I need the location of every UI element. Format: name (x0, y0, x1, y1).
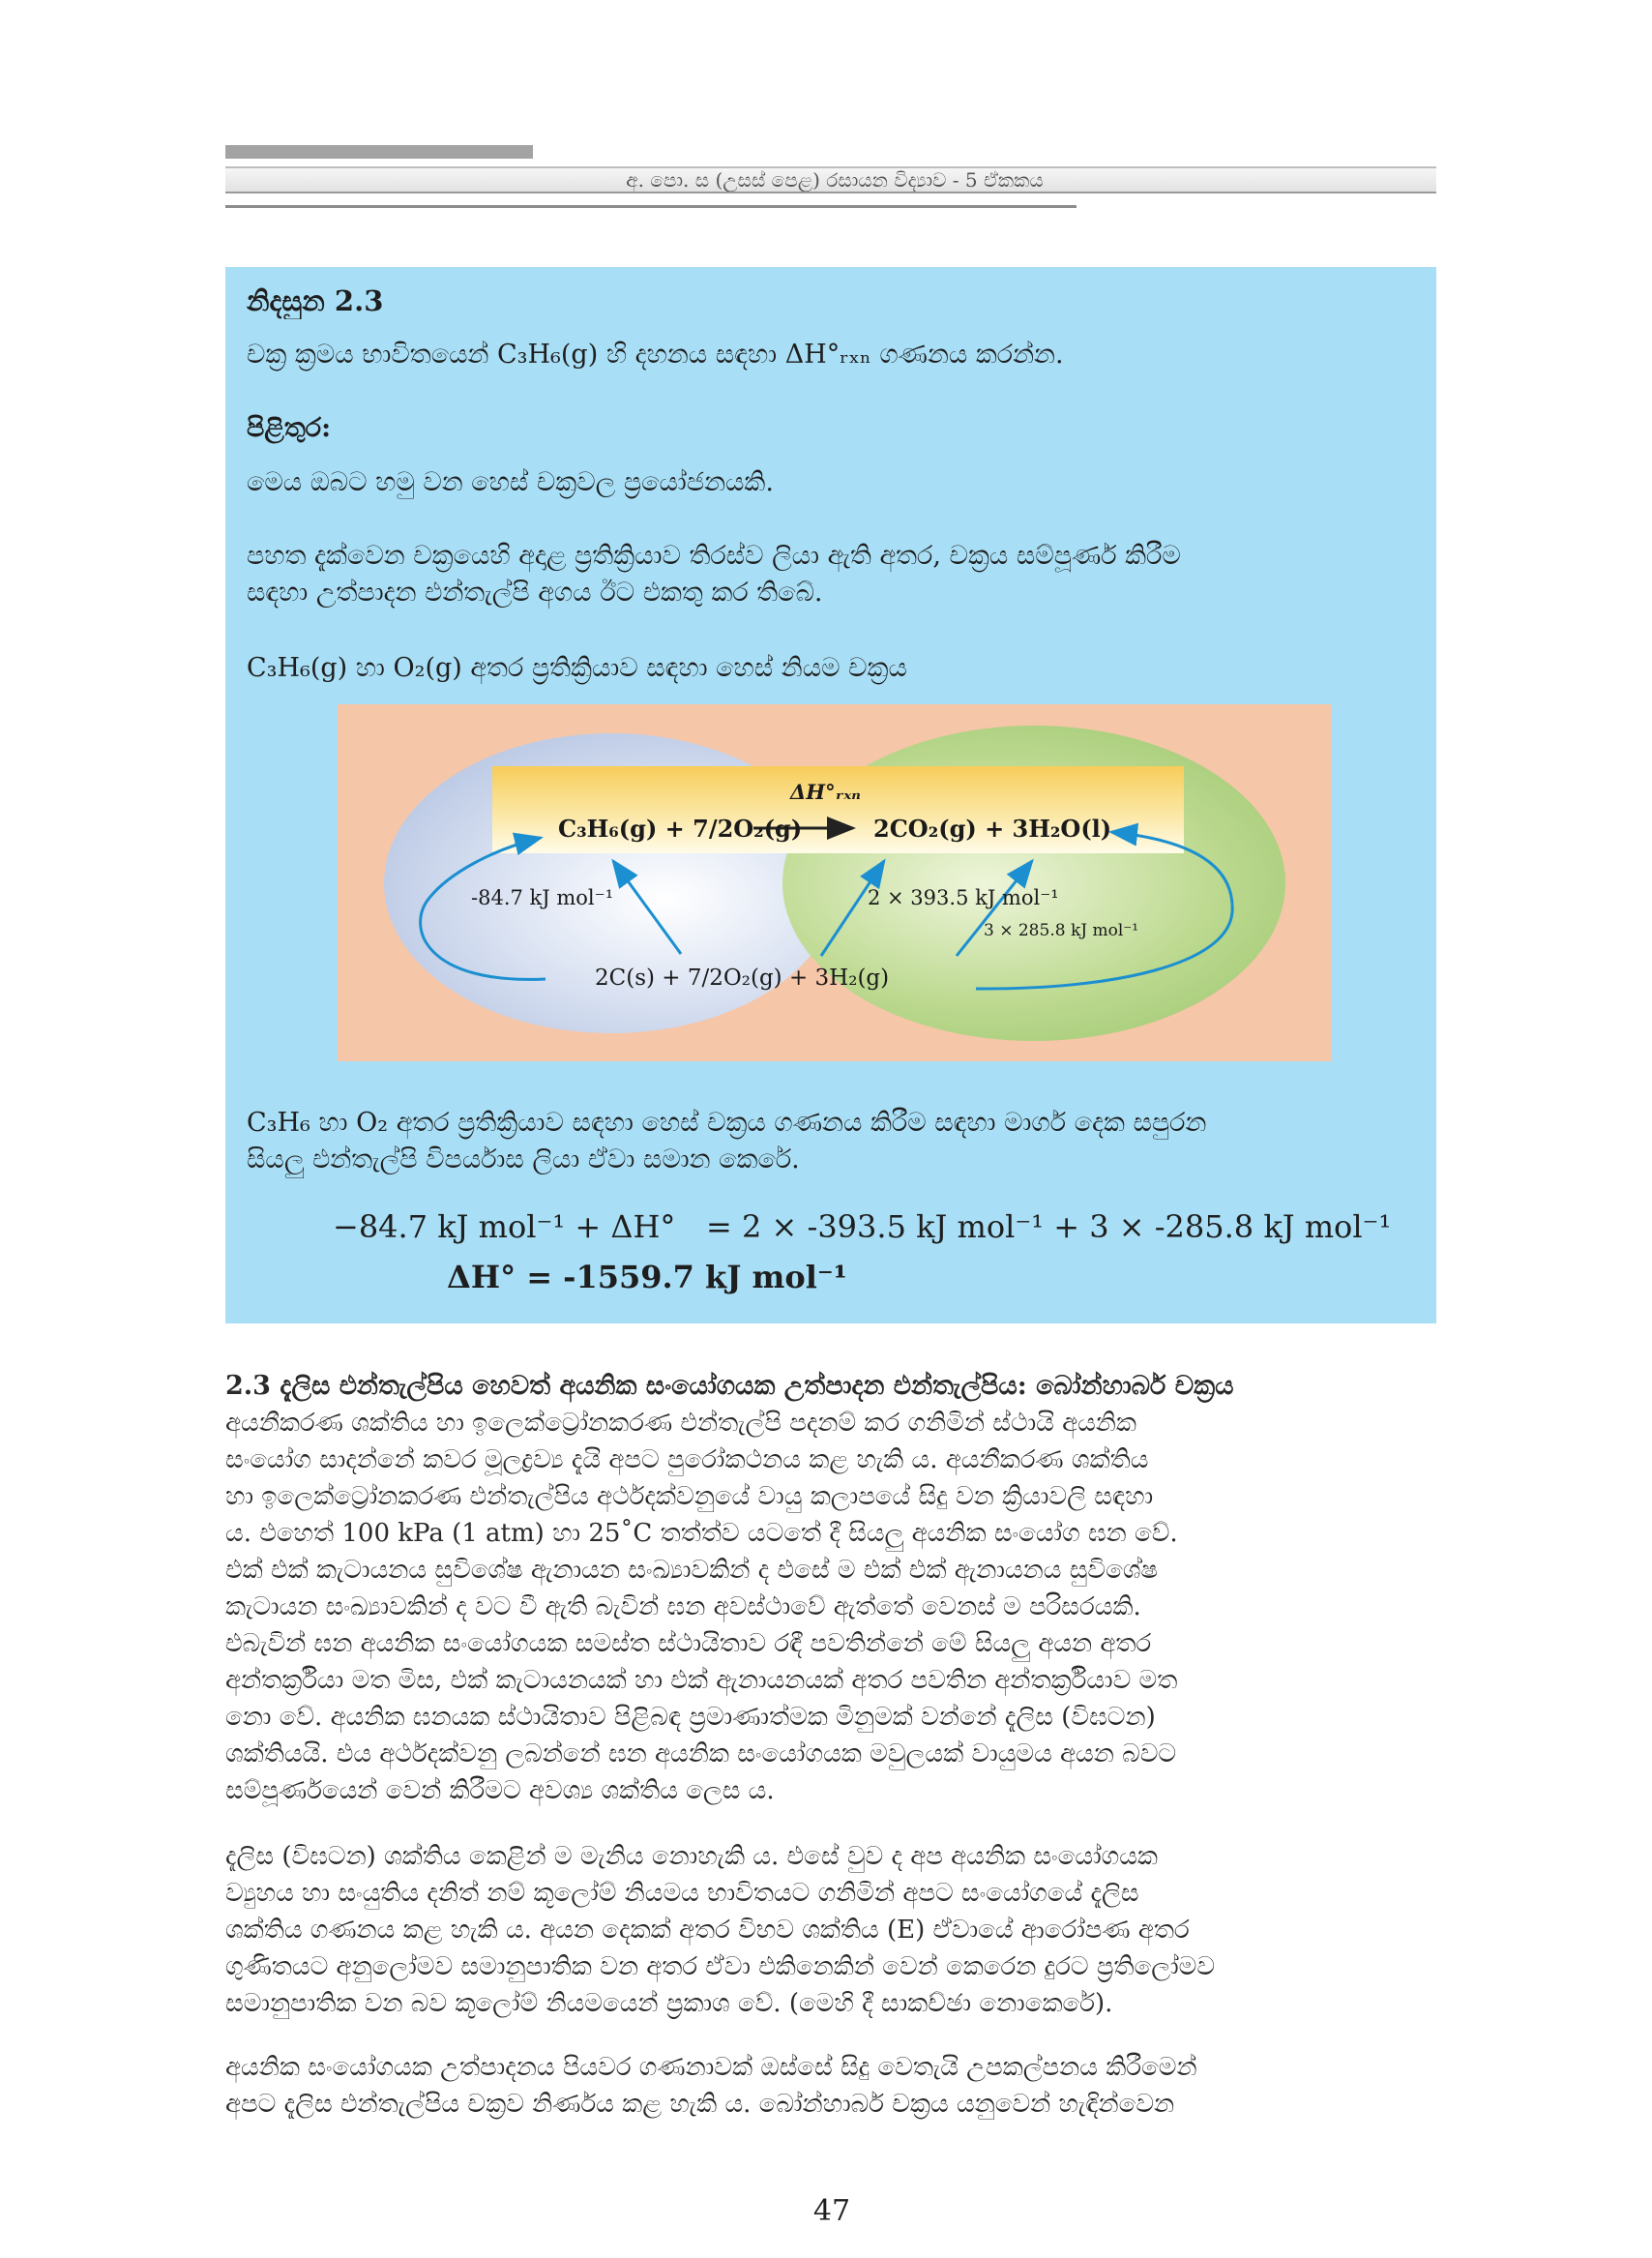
equation-1-right: = 2 × -393.5 kJ mol⁻¹ + 3 × -285.8 kJ mol⁻¹ (706, 1208, 1392, 1245)
header-underline (225, 205, 1077, 208)
paragraph-1-line: කැටායන සංඛ්‍යාවකින් ද වට වී ඇති බැවින් ඝන අවස්ථාවේ ඇත්තේ වෙනස් ම පරිසරයකි. (225, 1592, 1141, 1621)
answer-paragraph-1: මෙය ඔබට හමු වන හෙස් චක්‍රවල ප්‍රයෝජනයකි. (247, 467, 774, 497)
header-grey-bar (225, 145, 533, 159)
formation-arrow-left (613, 861, 681, 954)
paragraph-3-line: අයනික සංයෝගයක උත්පාදනය පියවර ගණනාවක් ඔස්සේ සිදු වෙතැයි උපකල්පනය කිරීමෙන් (225, 2053, 1197, 2082)
paragraph-2-line: ගුණිතයට අනුලෝමව සමානුපාතික වන අතර ඒවා එකිනෙකින් වෙන් කෙරෙන දුරට ප්‍රතිලෝමව (225, 1952, 1216, 1981)
paragraph-1-line: සංයෝග සාදන්නේ කවර මූලද්‍රව්‍ය දැයි අපට පුරෝකථනය කළ හැකි ය. අයනීකරණ ශක්තිය (225, 1445, 1149, 1474)
cycle-arrows (338, 704, 1331, 1061)
answer-label: පිළිතුර: (247, 413, 332, 443)
paragraph-1-line: නො වේ. අයනික ඝනයක ස්ථායිතාව පිළිබඳ ප්‍රමාණාත්මක මිනුමක් වන්නේ දැලිස (විඝටන) (225, 1703, 1156, 1732)
paragraph-2-line: ශක්තිය ගණනය කළ හැකි ය. අයන දෙකක් අතර විභව ශක්තිය (E) ඒවායේ ආරෝපණ අතර (225, 1916, 1190, 1945)
paragraph-2-line: ව්‍යුහය හා සංයුතිය දනිත් නම් කූලෝම් නියමය භාවිතයට ගනිමින් අපට සංයෝගයේ දැලිස (225, 1879, 1139, 1908)
h2o-enthalpy-value: 3 × 285.8 kJ mol⁻¹ (984, 921, 1139, 940)
elements-label: 2C(s) + 7/2O₂(g) + 3H₂(g) (595, 966, 890, 991)
paragraph-1-line: සම්පූර්ණයෙන් වෙන් කිරීමට අවශ්‍ය ශක්තිය ලෙස ය. (225, 1776, 775, 1805)
equation-2-result: ΔH° = -1559.7 kJ mol⁻¹ (447, 1259, 847, 1295)
paragraph-1-line: අයනීකරණ ශක්තිය හා ඉලෙක්ට්‍රෝනකරණ එන්තැල්පි පදනම් කර ගනිමින් ස්ථායි අයනික (225, 1409, 1137, 1438)
answer-paragraph-2-line-2: සඳහා උත්පාදන එන්තැල්පි අගය ඊට එකතු කර තිබේ. (247, 578, 823, 608)
equation-1-left: −84.7 kJ mol⁻¹ + ΔH° (333, 1208, 676, 1245)
running-title: අ. පො. ස (උසස් පෙළ) රසායන විද්‍යාව - 5 ඒකකය (626, 168, 1044, 192)
paragraph-1-line: හා ඉලෙක්ට්‍රෝනකරණ එන්තැල්පිය අර්ථදක්වනුයේ වායු කලාපයේ සිදු වන ක්‍රියාවලි සඳහා (225, 1482, 1154, 1511)
cycle-caption: C₃H₆(g) හා O₂(g) අතර ප්‍රතික්‍රියාව සඳහා හෙස් නියම චක්‍රය (247, 653, 907, 683)
running-header (225, 166, 1436, 193)
reactants-label: C₃H₆(g) + 7/2O₂(g) (558, 815, 803, 843)
left-enthalpy-value: -84.7 kJ mol⁻¹ (471, 886, 614, 909)
co2-enthalpy-value: 2 × 393.5 kJ mol⁻¹ (868, 886, 1059, 909)
paragraph-1-line: ශක්තියයි. එය අර්ථදක්වනු ලබන්නේ ඝන අයනික සංයෝගයක මවුලයක් වායුමය අයන බවට (225, 1739, 1177, 1768)
paragraph-1-line: එබැවින් ඝන අයනික සංයෝගයක සමස්ත ස්ථායිතාව රඳී පවතින්නේ මේ සියලු අයන අතර (225, 1629, 1152, 1658)
hess-cycle-diagram (338, 704, 1331, 1061)
paragraph-2-line: දැලිස (විඝටන) ශක්තිය කෙළින් ම මැනිය නොහැකි ය. එසේ වුව ද අප අයනික සංයෝගයක (225, 1842, 1159, 1871)
products-label: 2CO₂(g) + 3H₂O(l) (873, 815, 1112, 843)
paragraph-2-line: සමානුපාතික වන බව කූලෝම් නියමයෙන් ප්‍රකාශ වේ. (මෙහි දී සාකච්ඡා නොකෙරේ). (225, 1989, 1113, 2018)
section-heading: 2.3 දැලිස එන්තැල්පිය හෙවත් අයනික සංයෝගයක උත්පාදන එන්තැල්පිය: බෝන්හාබර් චක්‍රය (225, 1371, 1234, 1401)
example-title: නිදසුන 2.3 (247, 284, 384, 317)
calc-text-line-1: C₃H₆ හා O₂ අතර ප්‍රතික්‍රියාව සඳහා හෙස් චක්‍රය ගණනය කිරීම සඳහා මාර්ග දෙක සපුරන (247, 1108, 1207, 1138)
paragraph-1-line: ය. එහෙත් 100 kPa (1 atm) හා 25˚C තත්ත්ව යටතේ දී සියලු අයනික සංයෝග ඝන වේ. (225, 1519, 1178, 1548)
answer-paragraph-2-line-1: පහත දැක්වෙන චක්‍රයෙහි අදාළ ප්‍රතික්‍රියාව තිරස්ව ලියා ඇති අතර, චක්‍රය සම්පූර්ණ කිරීම (247, 541, 1181, 571)
paragraph-1-line: එක් එක් කැටායනය සුවිශේෂ ඇනායන සංඛ්‍යාවකින් ද එසේ ම එක් එක් ඇනායනය සුවිශේෂ (225, 1556, 1159, 1585)
calc-text-line-2: සියලු එන්තැල්පි විපර්යාස ලියා ඒවා සමාන කෙරේ. (247, 1144, 800, 1174)
paragraph-3-line: අපට දැලිස එන්තැල්පිය චක්‍රව නිර්ණය කළ හැකි ය. බෝන්හාබර් චක්‍රය යනුවෙන් හැඳින්වෙන (225, 2090, 1175, 2119)
delta-h-label: ΔH°ᵣₓₙ (790, 780, 861, 804)
paragraph-1-line: අන්තර්ක්‍රියා මත මිස, එක් කැටායනයක් හා එක් ඇනායනයක් අතර පවතින අන්තර්ක්‍රියාව මත (225, 1666, 1178, 1695)
page-number: 47 (812, 2194, 851, 2228)
right-loop-arrow (976, 832, 1232, 989)
example-question: චක්‍ර ක්‍රමය භාවිතයෙන් C₃H₆(g) හි දහනය සඳහා ΔH°ᵣₓₙ ගණනය කරන්න. (247, 340, 1064, 370)
